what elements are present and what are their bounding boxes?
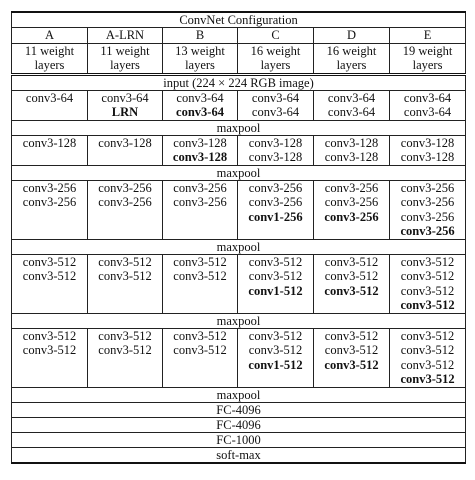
maxpool-row: maxpool (12, 313, 466, 328)
layer-entry: conv3-512 (400, 357, 455, 372)
layer-entry: conv3-128 (22, 135, 77, 150)
fc-row: FC-4096 (12, 402, 466, 417)
layer-entry: conv3-512 (248, 328, 303, 343)
layer-cell (314, 254, 390, 313)
layer-entry: conv3-512 (324, 343, 379, 357)
column-header: A-LRN (88, 28, 163, 44)
layer-entry: conv3-64 (176, 90, 224, 105)
layer-cell (163, 180, 238, 239)
layer-cell (390, 254, 466, 313)
layer-count-line: layers (110, 58, 140, 72)
layer-entry: conv3-128 (400, 135, 455, 150)
layer-entry: conv3-512 (98, 343, 152, 357)
layer-count-cell (314, 43, 390, 74)
layer-entry: conv3-128 (173, 135, 227, 150)
layer-entry: conv3-512 (324, 269, 379, 283)
layer-entry: conv3-64 (327, 105, 376, 119)
layer-entry: conv3-64 (403, 90, 452, 105)
layer-cell (314, 180, 390, 239)
layer-entry: conv3-512 (400, 298, 455, 312)
layer-entry: conv3-512 (400, 343, 455, 357)
layer-entry: LRN (111, 105, 139, 119)
layer-cell (88, 328, 163, 387)
layer-entry: conv3-256 (22, 180, 77, 195)
layer-entry: conv3-256 (400, 195, 455, 209)
maxpool-row: maxpool (12, 239, 466, 254)
layer-entry: conv3-256 (324, 180, 379, 195)
layer-entry: conv3-128 (172, 150, 228, 164)
column-header: E (390, 28, 466, 44)
layer-entry: conv3-512 (98, 328, 152, 343)
layer-entry: conv1-512 (248, 283, 303, 298)
layer-entry: conv3-256 (173, 195, 227, 209)
layer-entry: conv3-128 (400, 150, 455, 164)
layer-count-line: 11 weight (24, 43, 75, 58)
layer-count-cell (163, 43, 238, 74)
layer-entry: conv3-256 (324, 195, 379, 209)
layer-cell (88, 90, 163, 120)
input-row: input (224 × 224 RGB image) (12, 74, 466, 90)
layer-count-line: layers (185, 58, 215, 72)
layer-entry: conv3-512 (400, 254, 455, 269)
conv-block-row (12, 328, 466, 387)
maxpool-row: maxpool (12, 165, 466, 180)
layer-count-line: layers (412, 58, 443, 72)
layer-entry: conv3-512 (22, 343, 77, 357)
fc-row: FC-1000 (12, 432, 466, 447)
layer-cell (314, 90, 390, 120)
layer-cell (88, 254, 163, 313)
layer-cell (12, 254, 88, 313)
layer-count-cell (238, 43, 314, 74)
layer-count-line: 19 weight (402, 43, 453, 58)
maxpool-row: maxpool (12, 120, 466, 135)
layer-entry: conv3-512 (400, 328, 455, 343)
layer-count-line: layers (336, 58, 367, 72)
fc-row: FC-4096 (12, 417, 466, 432)
layer-entry: conv1-512 (248, 357, 303, 372)
conv-block-row (12, 254, 466, 313)
layer-cell (163, 254, 238, 313)
layer-entry: conv3-256 (248, 195, 303, 209)
layer-entry: conv3-256 (400, 209, 455, 224)
layer-entry: conv3-128 (324, 135, 379, 150)
layer-count-cell (88, 43, 163, 74)
column-header: D (314, 28, 390, 44)
layer-cell (12, 180, 88, 239)
layer-entry: conv3-512 (400, 372, 455, 386)
layer-entry: conv3-512 (22, 328, 77, 343)
layer-count-cell (12, 43, 88, 74)
layer-entry: conv3-256 (98, 195, 152, 209)
layer-cell (12, 135, 88, 165)
layer-entry: conv3-128 (248, 150, 303, 164)
layer-cell (12, 90, 88, 120)
layer-entry: conv3-512 (400, 283, 455, 298)
layer-entry: conv3-512 (173, 328, 227, 343)
layer-cell (238, 90, 314, 120)
layer-entry: conv3-256 (400, 180, 455, 195)
layer-count-line: layers (260, 58, 291, 72)
layer-entry: conv3-128 (248, 135, 303, 150)
layer-entry: conv3-512 (324, 283, 379, 298)
conv-block-row (12, 180, 466, 239)
column-header: B (163, 28, 238, 44)
layer-entry: conv3-64 (251, 105, 300, 119)
layer-entry: conv3-512 (98, 254, 152, 269)
layer-entry: conv3-64 (403, 105, 452, 119)
conv-block-row (12, 90, 466, 120)
layer-cell (88, 135, 163, 165)
layer-entry: conv3-64 (25, 90, 74, 105)
layer-cell (163, 135, 238, 165)
layer-entry: conv3-64 (251, 90, 300, 105)
layer-cell (390, 180, 466, 239)
layer-entry: conv3-256 (98, 180, 152, 195)
layer-cell (12, 328, 88, 387)
layer-cell (390, 328, 466, 387)
layer-entry: conv3-256 (400, 224, 455, 238)
layer-count-line: 16 weight (326, 43, 377, 58)
layer-entry: conv3-512 (248, 269, 303, 283)
layer-cell (163, 328, 238, 387)
softmax-row: soft-max (12, 447, 466, 463)
layer-cell (390, 135, 466, 165)
layer-count-line: 16 weight (250, 43, 301, 58)
convnet-config-table (11, 11, 466, 464)
layer-entry: conv3-512 (400, 269, 455, 283)
layer-cell (314, 328, 390, 387)
table-title: ConvNet Configuration (12, 12, 466, 28)
column-header: C (238, 28, 314, 44)
layer-entry: conv3-64 (176, 105, 224, 119)
layer-entry: conv3-64 (101, 90, 149, 105)
layer-entry: conv3-512 (22, 269, 77, 283)
layer-cell (238, 254, 314, 313)
layer-entry: conv3-256 (324, 209, 379, 224)
header-layers-row (12, 43, 466, 74)
layer-cell (163, 90, 238, 120)
layer-entry: conv3-512 (173, 269, 227, 283)
layer-count-line: 11 weight (100, 43, 150, 58)
layer-cell (238, 328, 314, 387)
layer-entry: conv3-512 (173, 254, 227, 269)
layer-entry: conv3-512 (98, 269, 152, 283)
column-header: A (12, 28, 88, 44)
layer-entry: conv3-256 (173, 180, 227, 195)
convnet-config-figure (11, 11, 465, 464)
layer-entry: conv3-256 (22, 195, 77, 209)
layer-entry: conv3-128 (98, 135, 152, 150)
layer-cell (390, 90, 466, 120)
layer-entry: conv3-512 (324, 357, 379, 372)
layer-entry: conv3-128 (324, 150, 379, 164)
layer-count-line: 13 weight (175, 43, 225, 58)
conv-block-row (12, 135, 466, 165)
layer-entry: conv3-512 (248, 343, 303, 357)
layer-entry: conv3-512 (248, 254, 303, 269)
layer-entry: conv3-256 (248, 180, 303, 195)
layer-cell (238, 135, 314, 165)
layer-entry: conv1-256 (248, 209, 303, 224)
layer-count-line: layers (34, 58, 65, 72)
layer-cell (88, 180, 163, 239)
maxpool-row: maxpool (12, 387, 466, 402)
layer-cell (314, 135, 390, 165)
layer-cell (238, 180, 314, 239)
layer-entry: conv3-512 (324, 328, 379, 343)
layer-count-cell (390, 43, 466, 74)
layer-entry: conv3-512 (22, 254, 77, 269)
layer-entry: conv3-512 (324, 254, 379, 269)
layer-entry: conv3-512 (173, 343, 227, 357)
layer-entry: conv3-64 (327, 90, 376, 105)
header-names-row (12, 28, 466, 44)
